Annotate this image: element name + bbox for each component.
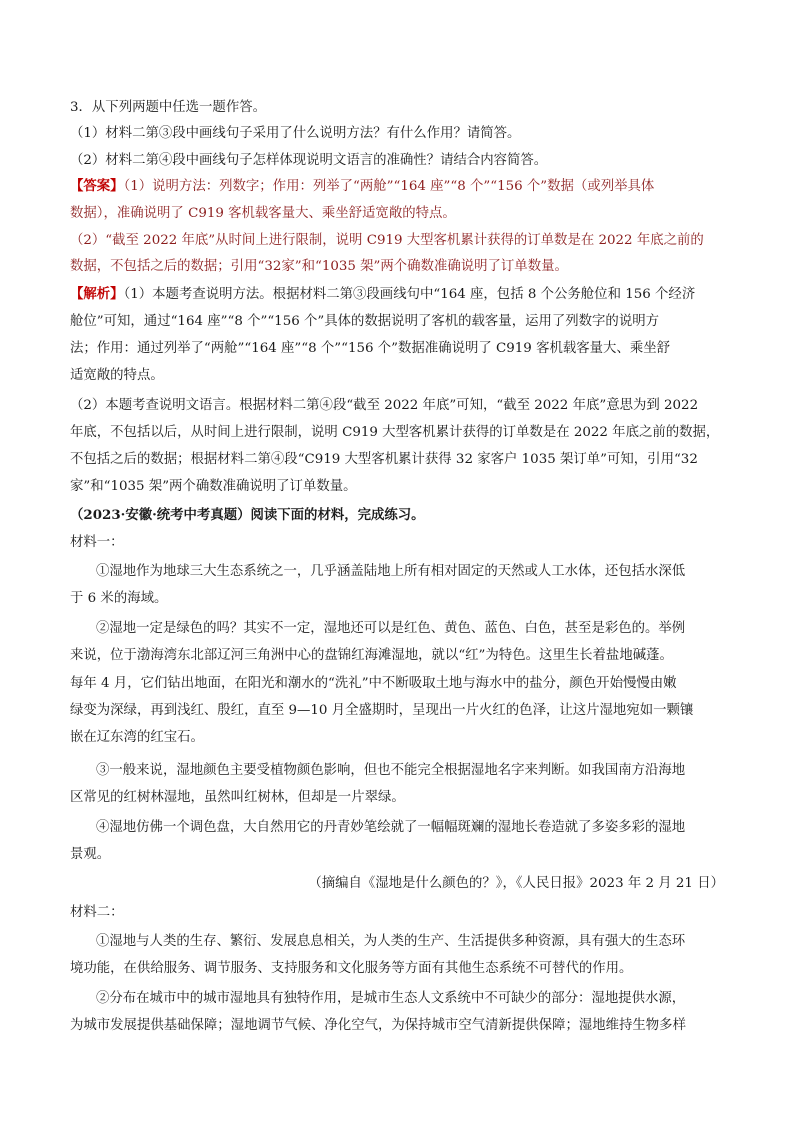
material-1-para-3-cont: 区常见的红树林湿地，虽然叫红树林，但却是一片翠绿。 — [70, 790, 405, 805]
question-3-option-2: （2）材料二第④段中画线句子怎样体现说明文语言的准确性？请结合内容简答。 — [70, 153, 548, 168]
answer-line-2: 数据），准确说明了 C919 客机载客量大、乘坐舒适宽敞的特点。 — [70, 206, 456, 221]
material-1-label: 材料一： — [70, 535, 124, 550]
answer-line-1: 【答案】（1）说明方法：列数字；作用：列举了“两舱”“164 座”“8 个”“156 个”数据（或列举具体 — [70, 178, 655, 194]
analysis-line-7: 不包括之后的数据；根据材料二第④段“C919 大型客机累计获得 32 家客户 1035 架订单”可知，引用“32 — [70, 452, 698, 467]
material-1-para-4-cont: 景观。 — [70, 847, 111, 862]
material-1-para-1-cont: 于 6 米的海域。 — [70, 591, 168, 606]
material-2-para-2: ②分布在城市中的城市湿地具有独特作用，是城市生态人文系统中不可缺少的部分：湿地提供水源， — [96, 991, 686, 1006]
material-1-para-2-cont-4: 嵌在辽东湾的红宝石。 — [70, 730, 204, 745]
question-3-option-1: （1）材料二第③段中画线句子采用了什么说明方法？有什么作用？请简答。 — [70, 126, 521, 141]
answer-tag: 【答案】 — [70, 178, 124, 194]
answer-line-3: （2）“截至 2022 年底”从时间上进行限制，说明 C919 大型客机累计获得的订单数是在 2022 年底之前的 — [70, 233, 704, 248]
question-3-title: 3．从下列两题中任选一题作答。 — [70, 100, 266, 115]
material-2-para-1: ①湿地与人类的生存、繁衍、发展息息相关，为人类的生产、生活提供多种资源，具有强大的生态环 — [96, 934, 686, 949]
material-1-para-2-cont-3: 绿变为深绿，再到浅红、殷红，直至 9—10 月全盛期时，呈现出一片火红的色泽，让这片湿地宛如一颗镶 — [70, 703, 694, 718]
analysis-line-8: 家”和“1035 架”两个确数准确说明了订单数量。 — [70, 479, 357, 494]
analysis-line-2: 舱位”可知，通过“164 座”“8 个”“156 个”具体的数据说明了客机的载客量，运用了列数字的说明方 — [70, 314, 659, 329]
answer-line-4: 数据，不包括之后的数据；引用“32家”和“1035 架”两个确数准确说明了订单数量。 — [70, 259, 568, 274]
material-1-para-4: ④湿地仿佛一个调色盘，大自然用它的丹青妙笔绘就了一幅幅斑斓的湿地长卷造就了多姿多彩的湿地 — [96, 820, 686, 835]
analysis-line-4: 适宽敞的特点。 — [70, 368, 164, 383]
analysis-line-6: 年底，不包括以后，从时间上进行限制，说明 C919 大型客机累计获得的订单数是在 2022 年底之前的数据， — [70, 425, 720, 440]
analysis-tag: 【解析】 — [70, 286, 124, 302]
material-1-para-2-cont-1: 来说，位于渤海湾东北部辽河三角洲中心的盘锦红海滩湿地，就以“红”为特色。这里生长着盐地碱蓬。 — [70, 648, 673, 663]
material-1-para-3: ③一般来说，湿地颜色主要受植物颜色影响，但也不能完全根据湿地名字来判断。如我国南方沿海地 — [96, 763, 686, 778]
material-2-para-2-cont: 为城市发展提供基础保障；湿地调节气候、净化空气，为保持城市空气清新提供保障；湿地维持生物多样 — [70, 1018, 686, 1033]
material-1-para-2-cont-2: 每年 4 月，它们钻出地面，在阳光和潮水的“洗礼”中不断吸取土地与海水中的盐分，颜色开始慢慢由嫩 — [70, 676, 677, 691]
material-1-citation: （摘编自《湿地是什么颜色的？》，《人民日报》2023 年 2 月 21 日） — [308, 876, 724, 891]
material-2-label: 材料二： — [70, 905, 124, 920]
analysis-line-1: 【解析】（1）本题考查说明方法。根据材料二第③段画线句中“164 座，包括 8 个公务舱位和 156 个经济 — [70, 286, 696, 302]
analysis-line-5: （2）本题考查说明文语言。根据材料二第④段“截至 2022 年底”可知，“截至 2022 年底”意思为到 2022 — [70, 398, 699, 413]
material-1-para-1: ①湿地作为地球三大生态系统之一，几乎涵盖陆地上所有相对固定的天然或人工水体，还包括水深低 — [96, 564, 686, 579]
material-1-para-2: ②湿地一定是绿色的吗？其实不一定，湿地还可以是红色、黄色、蓝色、白色，甚至是彩色的。举例 — [96, 621, 686, 636]
material-2-para-1-cont: 境功能，在供给服务、调节服务、支持服务和文化服务等方面有其他生态系统不可替代的作用。 — [70, 961, 633, 976]
exam-source-line: （2023·安徽·统考中考真题）阅读下面的材料，完成练习。 — [70, 507, 425, 523]
analysis-line-3: 法；作用：通过列举了“两舱”“164 座”“8 个”“156 个”数据准确说明了 C919 客机载客量大、乘坐舒 — [70, 341, 670, 356]
